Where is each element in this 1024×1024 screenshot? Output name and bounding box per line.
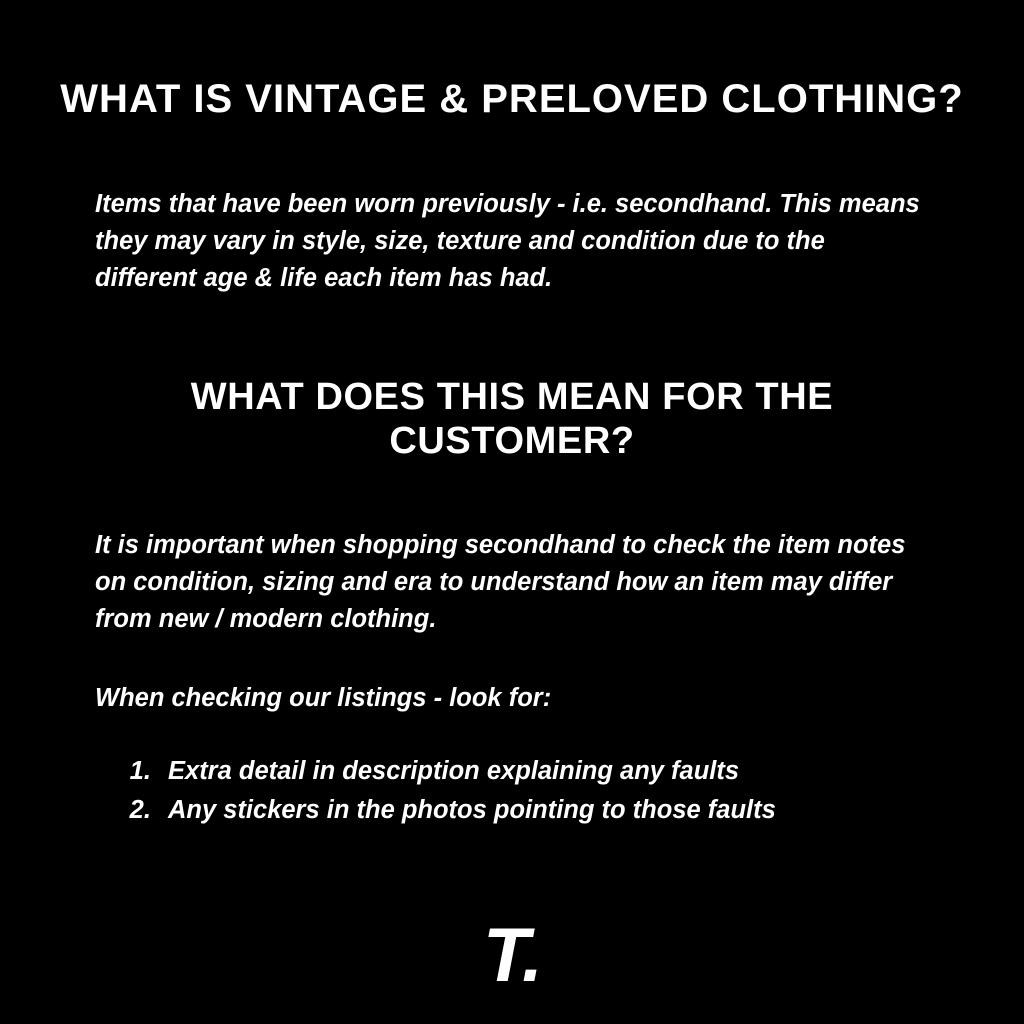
listings-intro-block (95, 680, 933, 717)
list-item: 1. Extra detail in description explaining any faults (158, 752, 958, 791)
list-item: 2. Any stickers in the photos pointing to those faults (158, 791, 958, 830)
section-heading-block (0, 376, 1024, 463)
definition-block (95, 186, 930, 297)
customer-note-block (95, 527, 933, 638)
listings-intro-paragraph: When checking our listings - look for: (95, 684, 552, 712)
definition-paragraph: Items that have been worn previously - i.e. secondhand. This means they may vary in style, size, texture and condition due to the different age & life each item has had. (95, 190, 920, 292)
checklist (120, 752, 958, 830)
page-title: WHAT IS VINTAGE & PRELOVED CLOTHING? (60, 77, 964, 121)
logo-mark-text: T. (483, 913, 541, 998)
customer-note-paragraph: It is important when shopping secondhand to check the item notes on condition, sizing and era to understand how an item may differ from new / modern clothing. (95, 531, 906, 633)
section-heading: WHAT DOES THIS MEAN FOR THE CUSTOMER? (190, 376, 834, 462)
brand-logo (0, 913, 1024, 998)
